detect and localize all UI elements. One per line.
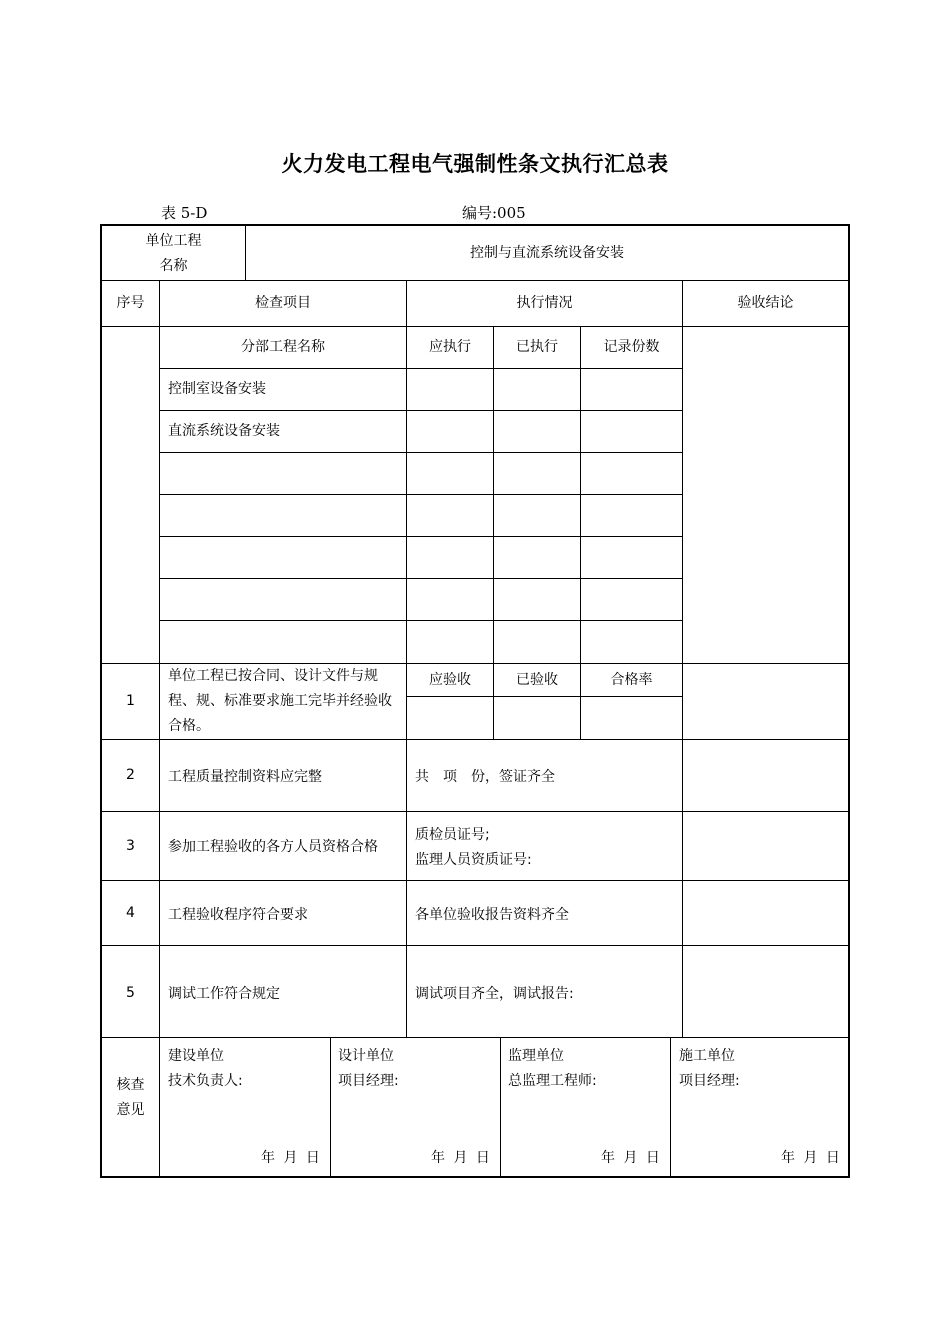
document-title: 火力发电工程电气强制性条文执行汇总表 <box>281 152 669 176</box>
header-item: 检查项目 <box>255 295 311 311</box>
row-item: 工程验收程序符合要求 <box>168 907 308 923</box>
row-number: 3 <box>126 838 135 854</box>
row-divider <box>102 326 848 327</box>
row-divider <box>102 1037 848 1038</box>
review-label: 核查 意见 <box>116 1077 145 1118</box>
column-divider <box>500 1037 501 1176</box>
col-should-accept: 应验收 <box>429 672 471 688</box>
review-party-designer: 设计单位 项目经理: <box>338 1048 399 1089</box>
row-item: 调试工作符合规定 <box>168 986 280 1002</box>
row-number: 5 <box>126 985 135 1001</box>
row-number: 1 <box>126 693 135 709</box>
row-divider <box>159 536 682 537</box>
column-divider <box>159 280 160 1176</box>
col-accepted: 已验收 <box>516 672 558 688</box>
row-divider <box>406 696 682 697</box>
unit-project-label: 单位工程 名称 <box>145 233 202 274</box>
row-divider <box>102 945 848 946</box>
subheader-name: 分部工程名称 <box>241 339 325 355</box>
subheader-copies: 记录份数 <box>603 339 660 355</box>
row-divider <box>159 494 682 495</box>
row-divider <box>159 368 682 369</box>
row-divider <box>159 620 682 621</box>
column-divider <box>682 280 683 1037</box>
row-divider <box>159 452 682 453</box>
row-number: 4 <box>126 905 135 921</box>
column-divider <box>670 1037 671 1176</box>
review-party-supervisor: 监理单位 总监理工程师: <box>508 1048 597 1089</box>
row-execution: 调试项目齐全，调试报告: <box>415 986 574 1002</box>
sub-item: 直流系统设备安装 <box>168 423 280 439</box>
unit-project-value: 控制与直流系统设备安装 <box>470 245 624 261</box>
col-pass-rate: 合格率 <box>610 672 653 688</box>
row-divider <box>159 410 682 411</box>
row-number: 2 <box>126 767 135 783</box>
review-party-contractor: 施工单位 项目经理: <box>679 1048 740 1089</box>
column-divider <box>330 1037 331 1176</box>
review-party-owner: 建设单位 技术负责人: <box>168 1048 243 1089</box>
review-date: 年 月 日 <box>431 1150 492 1166</box>
row-item: 工程质量控制资料应完整 <box>168 769 322 785</box>
row-execution: 质检员证号; 监理人员资质证号: <box>415 827 532 868</box>
review-date: 年 月 日 <box>261 1150 322 1166</box>
header-execution: 执行情况 <box>516 295 573 311</box>
row-divider <box>102 880 848 881</box>
summary-table <box>100 224 850 1178</box>
review-date: 年 月 日 <box>781 1150 842 1166</box>
table-number: 表 5-D <box>161 204 208 222</box>
row-item: 参加工程验收的各方人员资格合格 <box>168 839 378 855</box>
serial-number: 编号:005 <box>462 204 526 222</box>
row-divider <box>102 739 848 740</box>
sub-item: 控制室设备安装 <box>168 381 266 397</box>
row-execution: 共 项 份，签证齐全 <box>415 769 555 785</box>
row-item: 单位工程已按合同、设计文件与规程、规、标准要求施工完毕并经验收合格。 <box>168 668 392 734</box>
row-divider <box>102 280 848 281</box>
header-seq: 序号 <box>116 295 145 311</box>
row-execution: 各单位验收报告资料齐全 <box>415 907 569 923</box>
row-divider <box>159 578 682 579</box>
review-date: 年 月 日 <box>601 1150 662 1166</box>
row-divider <box>102 811 848 812</box>
subheader-should: 应执行 <box>429 339 471 355</box>
subheader-done: 已执行 <box>516 339 558 355</box>
column-divider <box>406 280 407 1037</box>
header-conclusion: 验收结论 <box>737 295 794 311</box>
